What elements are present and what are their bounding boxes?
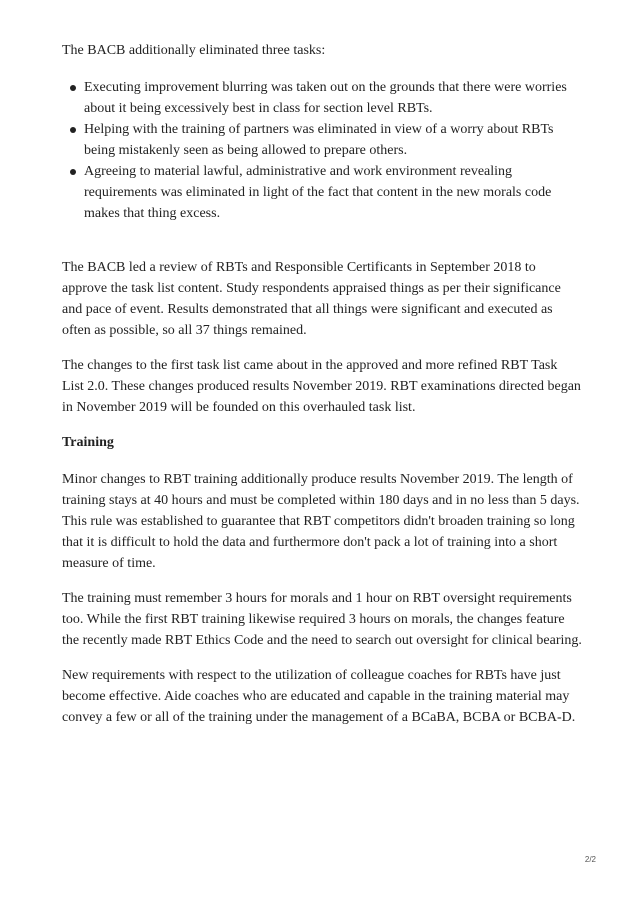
list-item xyxy=(84,161,582,224)
bullet-icon xyxy=(70,169,76,175)
paragraph-task-list-changes: The changes to the first task list came about in the approved and more refined RBT Task List 2.0. These changes produced results November 2019. RBT examinations directed began in November 2019 will be founded on this overhauled task list. xyxy=(62,358,581,415)
bullet-icon xyxy=(70,85,76,91)
eliminated-tasks-list xyxy=(62,77,582,224)
paragraph-training-ethics: The training must remember 3 hours for morals and 1 hour on RBT oversight requirements too. While the first RBT training likewise required 3 hours on morals, the changes feature the recently made RBT Ethics Code and the need to search out oversight for clinical bearing. xyxy=(62,591,582,648)
list-item xyxy=(84,119,582,161)
list-item-text: Helping with the training of partners was eliminated in view of a worry about RBTs being mistakenly seen as being allowed to prepare others. xyxy=(84,122,554,158)
section-heading-training: Training xyxy=(62,435,114,450)
paragraph-assistant-trainers: New requirements with respect to the utilization of colleague coaches for RBTs have just become effective. Aide coaches who are educated and capable in the training material may convey a few or all of the training under the management of a BCaBA, BCBA or BCBA-D. xyxy=(62,668,576,725)
list-item-text: Agreeing to material lawful, administrative and work environment revealing requirements was eliminated in light of the fact that content in the new morals code makes that thing excess. xyxy=(84,164,552,221)
intro-text: The BACB additionally eliminated three tasks: xyxy=(62,43,326,58)
list-item-text: Executing improvement blurring was taken out on the grounds that there were worries about it being excessively best in class for section level RBTs. xyxy=(84,80,567,116)
spacer xyxy=(62,224,582,257)
document-page xyxy=(62,40,582,742)
page-number: 2/2 xyxy=(584,855,596,864)
list-item xyxy=(84,77,582,119)
paragraph-training-length: Minor changes to RBT training additionally produce results November 2019. The length of training stays at 40 hours and must be completed within 180 days and in no less than 5 days. This rule was established to guarantee that RBT competitors didn't broaden training so long that it is difficult to hold the data and furthermore don't pack a lot of training into a short measure of time. xyxy=(62,472,580,571)
bullet-icon xyxy=(70,127,76,133)
paragraph-review: The BACB led a review of RBTs and Responsible Certificants in September 2018 to approve the task list content. Study respondents appraised things as per their significance and pace of event. Results demonstrated that all things were significant and executed as often as possible, so all 37 things remained. xyxy=(62,260,561,338)
